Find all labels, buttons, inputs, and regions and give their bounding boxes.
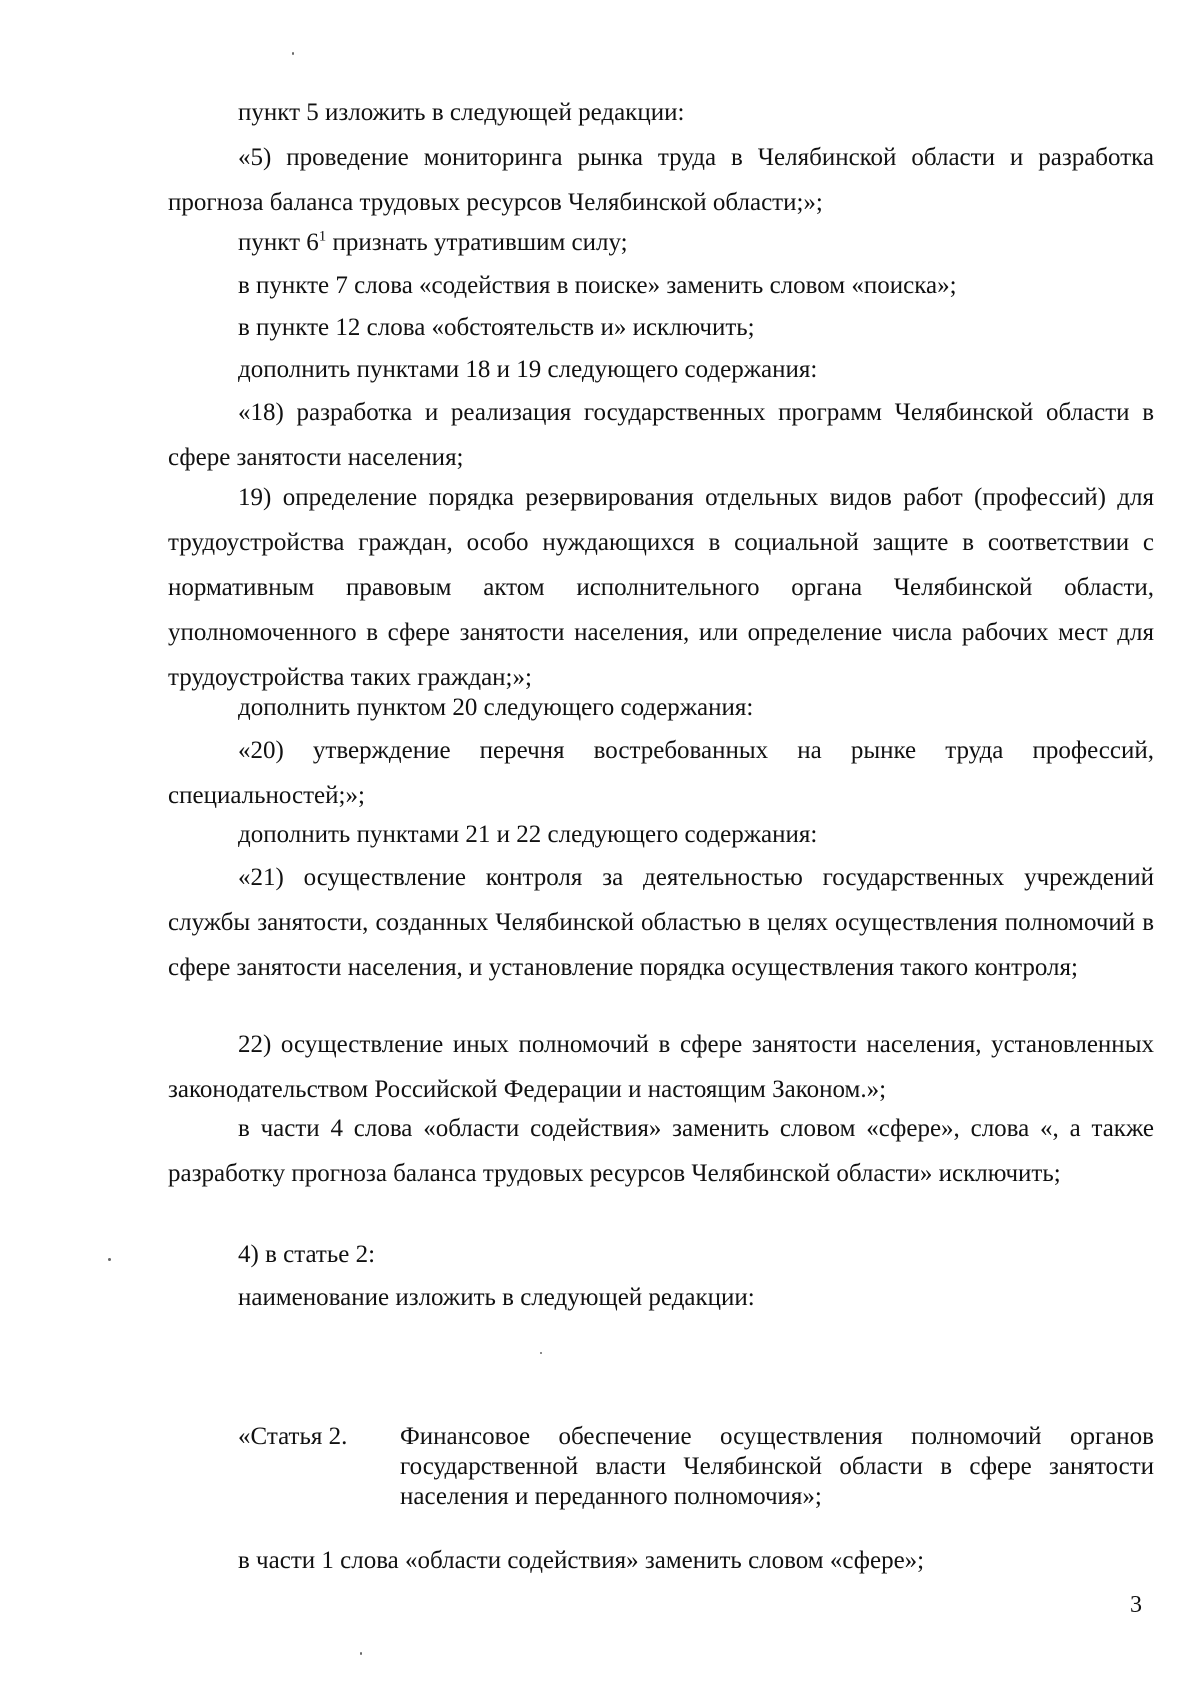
paragraph-11: дополнить пунктами 21 и 22 следующего содержания: bbox=[238, 821, 818, 848]
paragraph-13: 22) осуществление иных полномочий в сфере занятости населения, установленных законодательством Российской Федерации и настоящим Законом.»; bbox=[168, 1031, 1154, 1103]
paragraph-5: в пункте 12 слова «обстоятельств и» исключить; bbox=[238, 314, 755, 341]
paragraph-6: дополнить пунктами 18 и 19 следующего содержания: bbox=[238, 356, 818, 383]
paragraph-10: «20) утверждение перечня востребованных на рынке труда профессий, специальностей;»; bbox=[168, 737, 1154, 809]
paragraph-3 bbox=[168, 220, 1154, 265]
paragraph-15: 4) в статье 2: bbox=[238, 1241, 376, 1268]
paragraph-12: «21) осуществление контроля за деятельностью государственных учреждений службы занятости, созданных Челябинской областью в целях осуществления полномочий в сфере занятости населения, и установление порядка осуществления такого контроля; bbox=[168, 864, 1154, 981]
paragraph-8: 19) определение порядка резервирования отдельных видов работ (профессий) для трудоустройства граждан, особо нуждающихся в социальной защите в соответствии с нормативным правовым актом исполнительного органа Челябинской области, уполномоченного в сфере занятости населения, или определение числа рабочих мест для трудоустройства таких граждан;»; bbox=[168, 484, 1154, 691]
scan-speck bbox=[108, 1258, 111, 1261]
paragraph-17: в части 1 слова «области содействия» заменить словом «сфере»; bbox=[238, 1547, 925, 1574]
article-label: «Статья 2. bbox=[238, 1423, 348, 1450]
paragraph-9: дополнить пунктом 20 следующего содержания: bbox=[238, 694, 754, 721]
scan-speck bbox=[360, 1652, 362, 1655]
paragraph-4: в пункте 7 слова «содействия в поиске» заменить словом «поиска»; bbox=[238, 272, 957, 299]
paragraph-2: «5) проведение мониторинга рынка труда в Челябинской области и разработка прогноза баланса трудовых ресурсов Челябинской области;»; bbox=[168, 144, 1154, 216]
item-6-prefix: пункт 6 bbox=[238, 229, 319, 256]
scan-speck bbox=[540, 1352, 542, 1354]
item-6-text: признать утратившим силу; bbox=[332, 229, 628, 256]
page-number: 3 bbox=[1130, 1592, 1142, 1618]
paragraph-1: пункт 5 изложить в следующей редакции: bbox=[238, 99, 685, 126]
paragraph-16: наименование изложить в следующей редакции: bbox=[238, 1284, 755, 1311]
scan-speck bbox=[292, 52, 294, 55]
item-6-superscript: 1 bbox=[318, 228, 327, 245]
paragraph-14: в части 4 слова «области содействия» заменить словом «сфере», слова «, а также разработку прогноза баланса трудовых ресурсов Челябинской области» исключить; bbox=[168, 1115, 1154, 1187]
article-title: Финансовое обеспечение осуществления полномочий органов государственной власти Челябинской области в сфере занятости населения и переданного полномочия»; bbox=[400, 1423, 1154, 1510]
paragraph-7: «18) разработка и реализация государственных программ Челябинской области в сфере занятости населения; bbox=[168, 399, 1154, 471]
